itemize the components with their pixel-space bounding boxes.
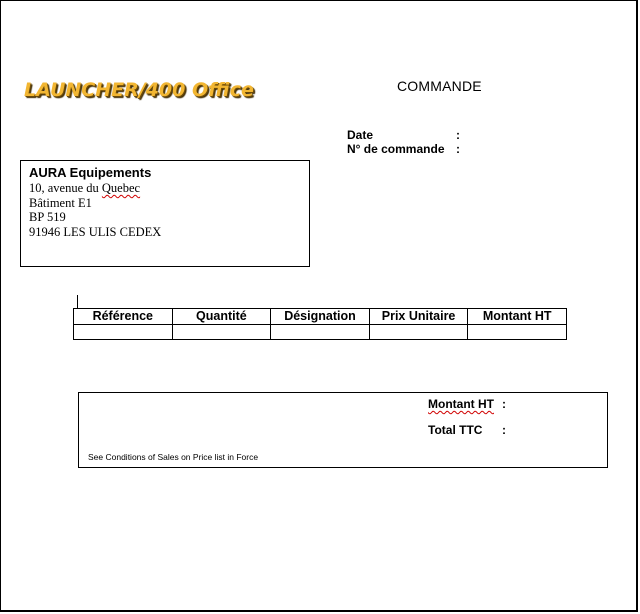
supplier-street bbox=[29, 181, 309, 196]
meta-date-colon: : bbox=[456, 128, 460, 142]
table-cell-reference[interactable] bbox=[74, 325, 173, 340]
table-cell-amount-ht[interactable] bbox=[468, 325, 567, 340]
meta-date-row bbox=[347, 129, 477, 143]
supplier-building: Bâtiment E1 bbox=[29, 195, 92, 210]
table-row bbox=[74, 325, 567, 340]
document-title: COMMANDE bbox=[397, 78, 482, 94]
supplier-po-box: BP 519 bbox=[29, 210, 66, 224]
conditions-of-sale-note: See Conditions of Sales on Price list in Force bbox=[88, 452, 259, 462]
supplier-address-box bbox=[20, 160, 310, 267]
meta-order-number-label: N° de commande bbox=[347, 141, 445, 156]
text-cursor bbox=[77, 295, 78, 308]
supplier-company-name: AURA Equipements bbox=[29, 165, 152, 180]
meta-order-number-row bbox=[347, 143, 477, 157]
supplier-street-prefix: 10, avenue du bbox=[29, 181, 102, 195]
order-lines-table bbox=[73, 308, 567, 340]
table-cell-quantity[interactable] bbox=[172, 325, 271, 340]
column-header-amount-ht[interactable]: Montant HT bbox=[468, 309, 567, 325]
column-header-quantity[interactable]: Quantité bbox=[172, 309, 271, 325]
column-header-unit-price[interactable]: Prix Unitaire bbox=[369, 309, 468, 325]
table-cell-designation[interactable] bbox=[271, 325, 370, 340]
column-header-reference[interactable]: Référence bbox=[74, 309, 173, 325]
montant-ht-label: Montant HT bbox=[428, 397, 494, 411]
order-meta bbox=[347, 129, 477, 156]
supplier-postal-city: 91946 LES ULIS CEDEX bbox=[29, 224, 162, 239]
supplier-street-city: Quebec bbox=[101, 181, 141, 195]
column-header-designation[interactable]: Désignation bbox=[271, 309, 370, 325]
totals-box bbox=[78, 392, 608, 468]
total-ttc-label: Total TTC bbox=[428, 423, 483, 437]
total-ttc-colon: : bbox=[502, 423, 506, 437]
meta-order-number-colon: : bbox=[456, 141, 460, 156]
meta-date-label: Date bbox=[347, 128, 374, 142]
table-header-row bbox=[74, 309, 567, 325]
launcher-logo: LAUNCHER/400 Office bbox=[24, 79, 254, 101]
montant-ht-colon: : bbox=[502, 397, 506, 411]
table-cell-unit-price[interactable] bbox=[369, 325, 468, 340]
